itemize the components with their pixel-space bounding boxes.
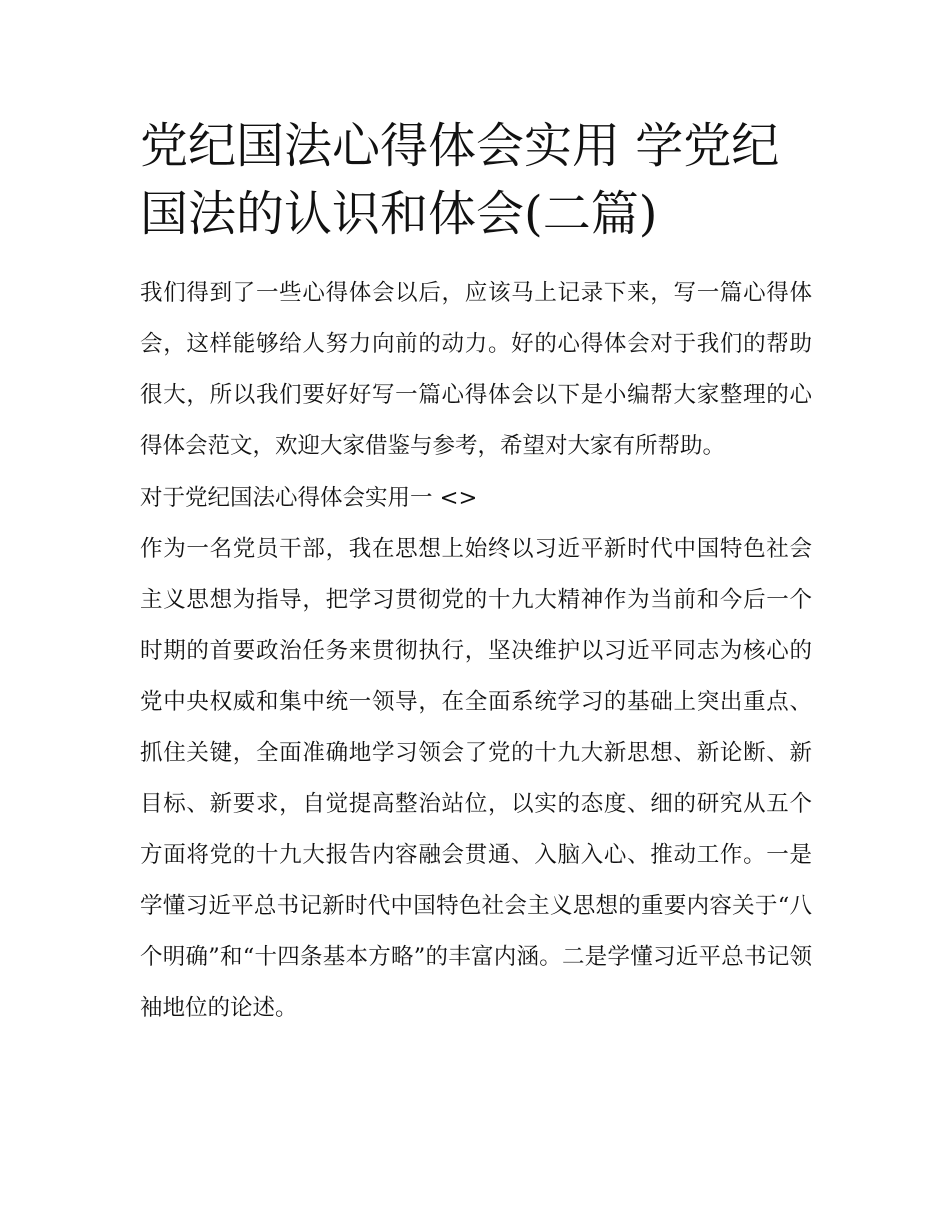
section-heading: 对于党纪国法心得体会实用一 <> [140,485,478,511]
document-content [140,112,812,1034]
document-title: 党纪国法心得体会实用 学党纪国法的认识和体会(二篇) [140,118,780,242]
body-paragraph: 作为一名党员干部，我在思想上始终以习近平新时代中国特色社会主义思想为指导，把学习贯彻党的十九大精神作为当前和今后一个时期的首要政治任务来贯彻执行，坚决维护以习近平同志为核心的党中央权威和集中统一领导，在全面系统学习的基础上突出重点、抓住关键，全面准确地学习领会了党的十九大新思想、新论断、新目标、新要求，自觉提高整治站位，以实的态度、细的研究从五个方面将党的十九大报告内容融会贯通、入脑入心、推动工作。一是学懂习近平总书记新时代中国特色社会主义思想的重要内容关于“八个明确”和“十四条基本方略”的丰富内涵。二是学懂习近平总书记领袖地位的论述。 [140,536,812,1021]
intro-paragraph: 我们得到了一些心得体会以后，应该马上记录下来，写一篇心得体会，这样能够给人努力向前的动力。好的心得体会对于我们的帮助很大，所以我们要好好写一篇心得体会以下是小编帮大家整理的心得体会范文，欢迎大家借鉴与参考，希望对大家有所帮助。 [140,280,812,459]
